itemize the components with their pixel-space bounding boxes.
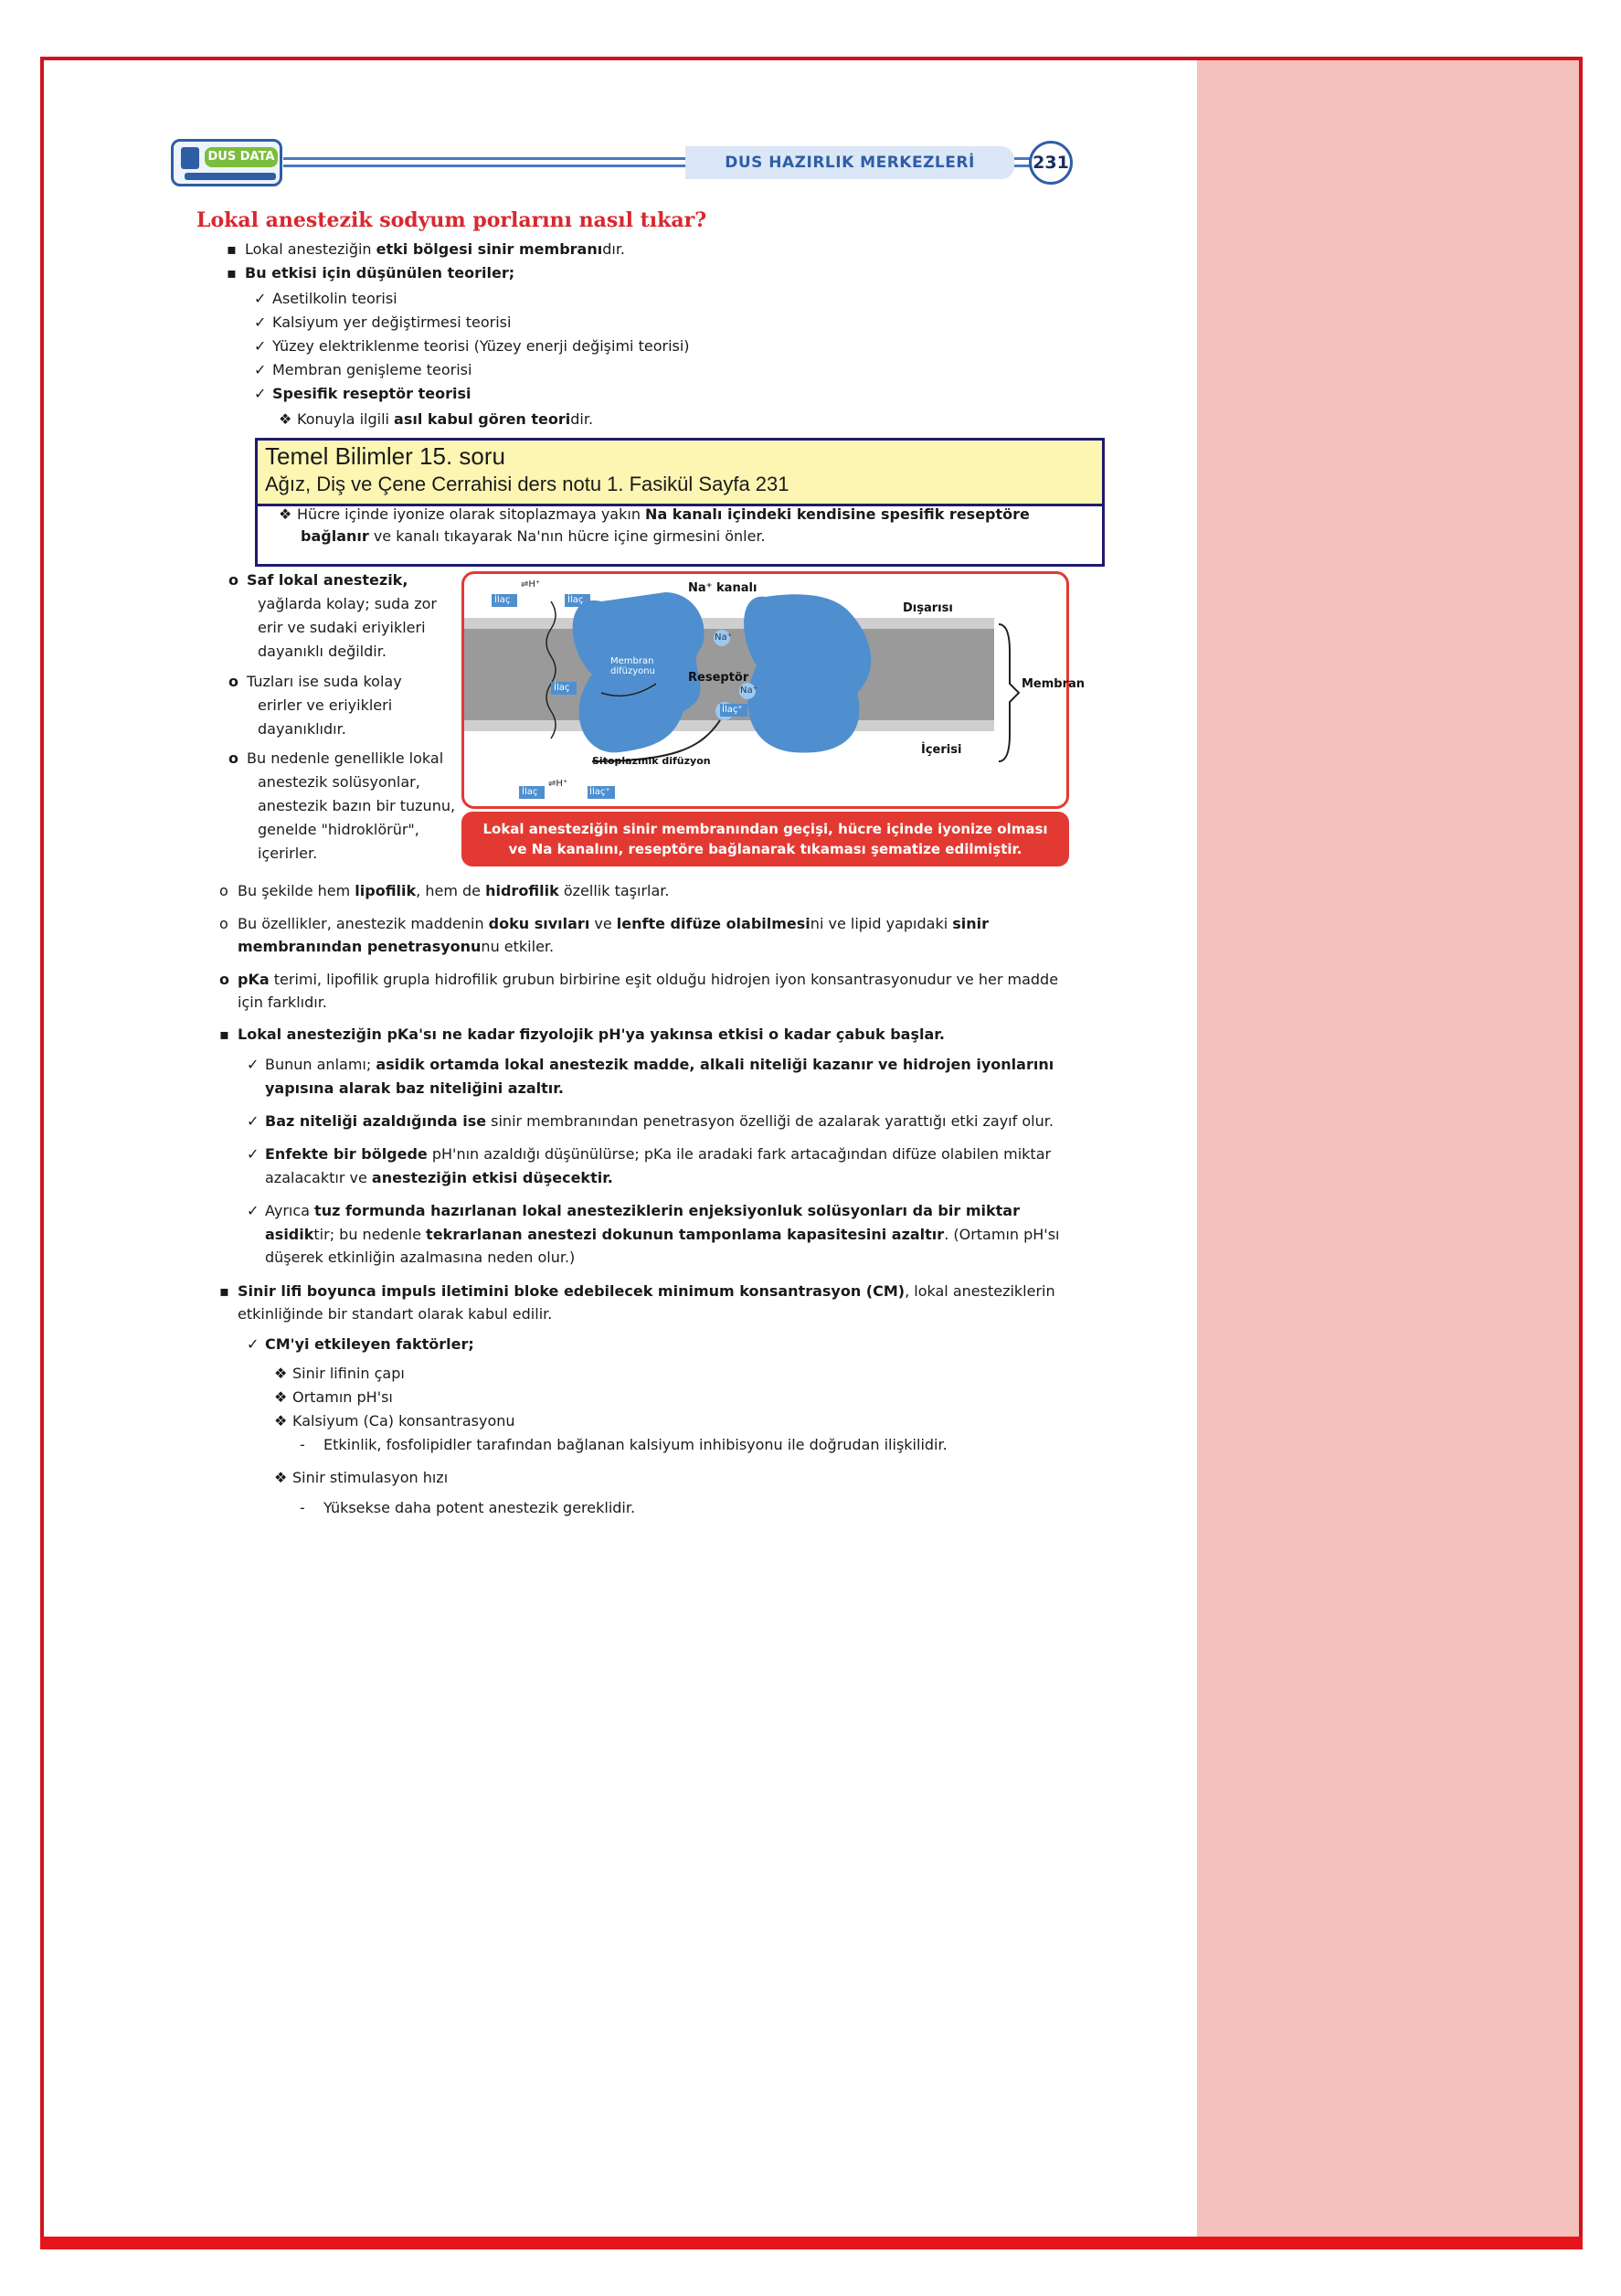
- paragraph: için farklıdır.: [238, 994, 327, 1011]
- left-para-3: anestezik solüsyonlar,: [258, 773, 420, 791]
- highlight-title: Temel Bilimler 15. soru: [265, 442, 505, 470]
- highlight-subtitle: Ağız, Diş ve Çene Cerrahisi ders notu 1. Fasikül Sayfa 231: [265, 473, 789, 495]
- theory-item: ✓ Yüzey elektriklenme teorisi (Yüzey enerji değişimi teorisi): [254, 337, 690, 355]
- left-para-1: erir ve sudaki eriyikleri: [258, 619, 426, 636]
- left-para-1: yağlarda kolay; suda zor: [258, 595, 437, 612]
- left-para-1: o Saf lokal anestezik,: [228, 571, 408, 589]
- theory-subitem: ❖ Konuyla ilgili asıl kabul gören teoridir.: [279, 410, 594, 428]
- membrane-diffusion-label: Membran difüzyonu: [610, 656, 655, 676]
- membrane-label: Membran: [1022, 677, 1086, 691]
- paragraph: o Bu özellikler, anestezik maddenin doku sıvıları ve lenfte difüze olabilmesini ve lipid yapıdaki sinir: [219, 915, 990, 932]
- left-para-3: genelde "hidroklörür",: [258, 821, 419, 838]
- tooth-icon: [181, 147, 199, 169]
- receptor-label: Reseptör: [688, 671, 749, 685]
- logo-text: DUS DATA: [205, 147, 278, 167]
- cm-factor-item: ❖ Kalsiyum (Ca) konsantrasyonu: [274, 1412, 515, 1430]
- diagram-caption: [461, 812, 1069, 866]
- drug-label: İlaç: [567, 595, 584, 605]
- bullet-item: ▪ Lokal anesteziğin etki bölgesi sinir membranıdır.: [227, 240, 626, 258]
- cm-factor-item: ❖ Sinir stimulasyon hızı: [274, 1469, 449, 1486]
- pka-check: ✓ Baz niteliği azaldığında ise sinir membranından penetrasyon özelliği de azalarak yarattığı etki zayıf olur.: [247, 1112, 1054, 1130]
- inside-label: İçerisi: [921, 743, 962, 757]
- na-channel-diagram: [461, 571, 1086, 809]
- pka-check: ✓ Enfekte bir bölgede pH'nın azaldığı düşünülürse; pKa ile aradaki fark artacağından difüze olabilen miktar: [247, 1145, 1052, 1163]
- left-para-3: anestezik bazın bir tuzunu,: [258, 797, 456, 814]
- cytoplasmic-diffusion-label: Sitoplazmik difüzyon: [592, 755, 711, 767]
- left-para-2: o Tuzları ise suda kolay: [228, 673, 402, 690]
- drug-label: İlaç: [522, 787, 538, 797]
- left-para-3: içerirler.: [258, 845, 318, 862]
- drug-ion-label: İlaç⁺: [589, 787, 610, 797]
- pka-check-cont: düşerek etkinliğin azalmasına neden olur.): [265, 1249, 576, 1266]
- section-title: Lokal anestezik sodyum porlarını nasıl tıkar?: [196, 208, 707, 232]
- paragraph: o pKa terimi, lipofilik grupla hidrofilik grubun birbirine eşit olduğu hidrojen iyon konsantrasyonudur ve her madde: [219, 971, 1059, 988]
- page-number: 231: [1029, 141, 1073, 185]
- na-ion-label: Na⁺: [740, 686, 758, 696]
- right-margin-panel: [1197, 60, 1579, 2242]
- cm-bullet-cont: etkinliğinde bir standart olarak kabul edilir.: [238, 1305, 553, 1323]
- pka-check-cont: azalacaktır ve anesteziğin etkisi düşecektir.: [265, 1169, 613, 1186]
- dus-data-logo: [171, 139, 282, 186]
- pka-check: ✓ Ayrıca tuz formunda hazırlanan lokal anesteziklerin enjeksiyonluk solüsyonları da bir miktar: [247, 1202, 1020, 1219]
- caption-line: ve Na kanalını, reseptöre bağlanarak tıkaması şematize edilmiştir.: [508, 841, 1022, 857]
- theory-subitem-cont: bağlanır ve kanalı tıkayarak Na'nın hücre içine girmesini önler.: [301, 527, 766, 545]
- h-exchange-label: ⇌H⁺: [521, 579, 541, 590]
- bottom-border: [40, 2237, 1583, 2249]
- cm-bullet: ▪ Sinir lifi boyunca impuls iletimini bloke edebilecek minimum konsantrasyon (CM), lokal anesteziklerin: [219, 1282, 1055, 1300]
- header-line: [283, 165, 685, 167]
- drug-ion-label: İlaç⁺: [722, 705, 743, 715]
- bullet-item: ▪ Bu etkisi için düşünülen teoriler;: [227, 264, 515, 282]
- drug-label: İlaç: [554, 683, 570, 693]
- cm-factor-item: ❖ Ortamın pH'sı: [274, 1388, 393, 1406]
- header-line: [283, 157, 685, 160]
- na-channel-label: Na⁺ kanalı: [688, 581, 758, 595]
- left-para-1: dayanıklı değildir.: [258, 643, 387, 660]
- header-label: DUS HAZIRLIK MERKEZLERİ: [685, 146, 1014, 179]
- outside-label: Dışarısı: [903, 601, 953, 615]
- theory-item: ✓ Membran genişleme teorisi: [254, 361, 472, 378]
- cm-factor-item: ❖ Sinir lifinin çapı: [274, 1365, 405, 1382]
- paragraph: membranından penetrasyonunu etkiler.: [238, 938, 555, 955]
- left-para-3: o Bu nedenle genellikle lokal: [228, 749, 444, 767]
- cm-factors: ✓ CM'yi etkileyen faktörler;: [247, 1335, 474, 1353]
- logo-subbar: [185, 173, 276, 180]
- theory-item: ✓ Kalsiyum yer değiştirmesi teorisi: [254, 314, 512, 331]
- cm-factor-subitem: - Yüksekse daha potent anestezik gereklidir.: [300, 1499, 636, 1516]
- paragraph: o Bu şekilde hem lipofilik, hem de hidrofilik özellik taşırlar.: [219, 882, 670, 899]
- pka-bullet: ▪ Lokal anesteziğin pKa'sı ne kadar fizyolojik pH'ya yakınsa etkisi o kadar çabuk başlar.: [219, 1026, 945, 1043]
- na-ion-label: Na⁺: [715, 632, 732, 643]
- h-exchange-label: ⇌H⁺: [548, 779, 568, 789]
- pka-check: ✓ Bunun anlamı; asidik ortamda lokal anestezik madde, alkali niteliği kazanır ve hidrojen iyonlarını: [247, 1056, 1054, 1073]
- theory-item: ✓ Asetilkolin teorisi: [254, 290, 397, 307]
- caption-line: Lokal anesteziğin sinir membranından geçişi, hücre içinde iyonize olması: [482, 821, 1048, 837]
- cm-factor-subitem: - Etkinlik, fosfolipidler tarafından bağlanan kalsiyum inhibisyonu ile doğrudan ilişkilidir.: [300, 1436, 948, 1453]
- pka-check-cont: asidiktir; bu nedenle tekrarlanan anestezi dokunun tamponlama kapasitesini azaltır. (Ortamın pH'sı: [265, 1226, 1060, 1243]
- theory-item: ✓ Spesifik reseptör teorisi: [254, 385, 471, 402]
- left-para-2: erirler ve eriyikleri: [258, 696, 393, 714]
- pka-check-cont: yapısına alarak baz niteliğini azaltır.: [265, 1079, 564, 1097]
- drug-label: İlaç: [494, 595, 511, 605]
- left-para-2: dayanıklıdır.: [258, 720, 346, 738]
- theory-subitem: ❖ Hücre içinde iyonize olarak sitoplazmaya yakın Na kanalı içindeki kendisine spesifik reseptöre: [279, 505, 1030, 523]
